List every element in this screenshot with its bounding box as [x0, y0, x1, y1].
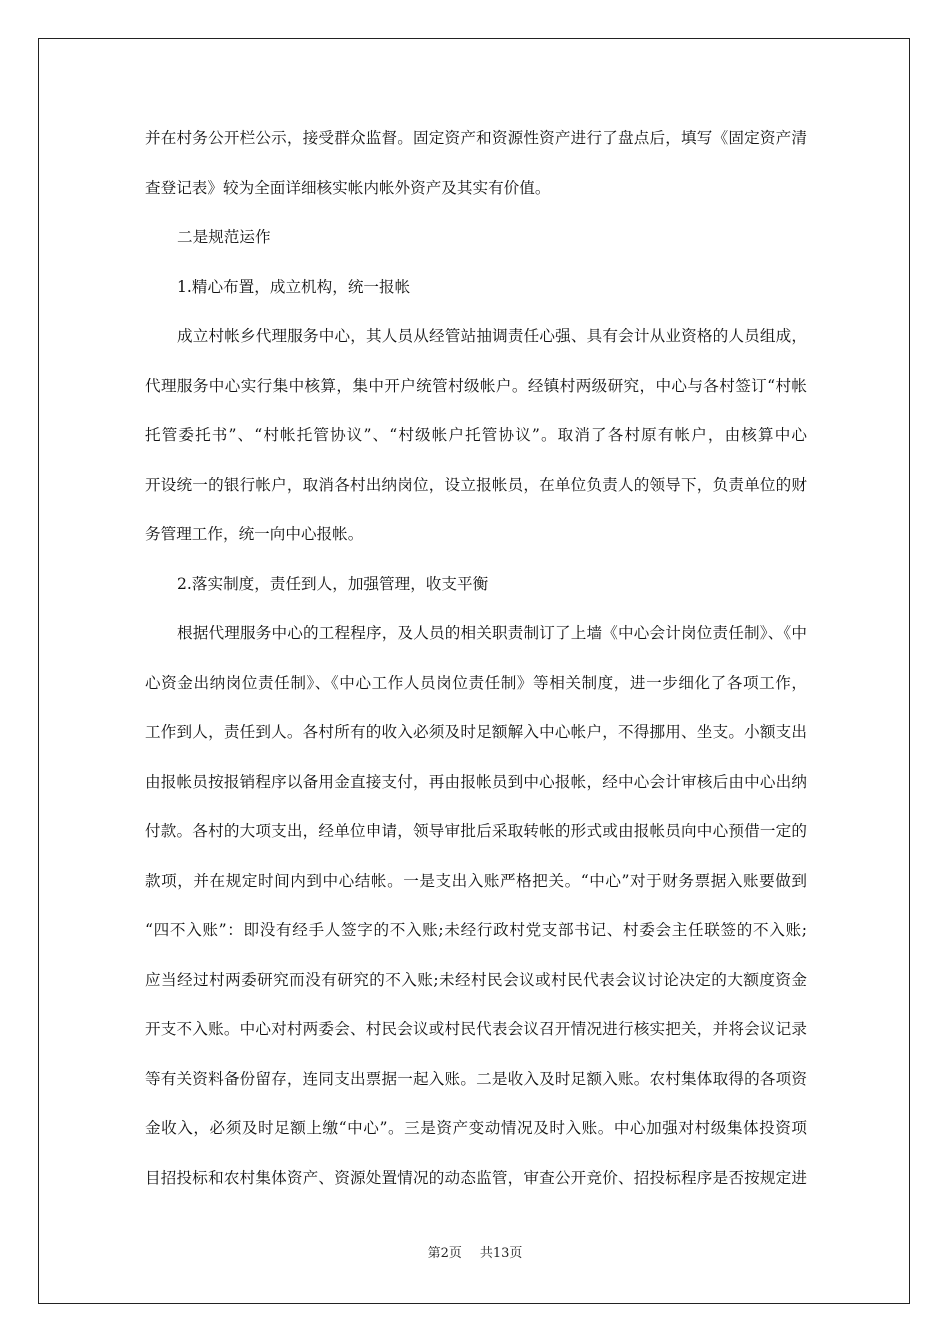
- text-line: 开设统一的银行帐户，取消各村出纳岗位，设立报帐员，在单位负责人的领导下，负责单位的财: [145, 475, 807, 494]
- subsection-heading: 2.落实制度，责任到人，加强管理，收支平衡: [177, 574, 489, 593]
- text-line: 付款。各村的大项支出，经单位申请，领导审批后采取转帐的形式或由报帐员向中心预借一定的: [145, 822, 807, 840]
- text-line: 等有关资料备份留存，连同支出票据一起入账。二是收入及时足额入账。农村集体取得的各项资: [145, 1069, 807, 1088]
- text-line: 开支不入账。中心对村两委会、村民会议或村民代表会议召开情况进行核实把关，并将会议记录: [145, 1020, 807, 1038]
- text-line: 应当经过村两委研究而没有研究的不入账;未经村民会议或村民代表会议讨论决定的大额度资金: [145, 970, 807, 989]
- text-line: 并在村务公开栏公示，接受群众监督。固定资产和资源性资产进行了盘点后，填写《固定资产清: [145, 129, 807, 147]
- text-line: 心资金出纳岗位责任制》、《中心工作人员岗位责任制》等相关制度，进一步细化了各项工作，: [145, 673, 807, 692]
- subsection-heading: 1.精心布置，成立机构，统一报帐: [177, 277, 411, 296]
- text-line: 根据代理服务中心的工程程序，及人员的相关职责制订了上墙《中心会计岗位责任制》、《中: [177, 624, 807, 642]
- text-line: 金收入，必须及时足额上缴“中心”。三是资产变动情况及时入账。中心加强对村级集体投资项: [145, 1119, 807, 1137]
- text-line: 目招投标和农村集体资产、资源处置情况的动态监管，审查公开竞价、招投标程序是否按规定进: [145, 1168, 807, 1187]
- text-line: 工作到人，责任到人。各村所有的收入必须及时足额解入中心帐户，不得挪用、坐支。小额支出: [145, 723, 807, 741]
- page-footer: [0, 1242, 950, 1261]
- text-line: 托管委托书”、“村帐托管协议”、“村级帐户托管协议”。取消了各村原有帐户，由核算中心: [145, 426, 807, 444]
- text-line: 代理服务中心实行集中核算，集中开户统管村级帐户。经镇村两级研究，中心与各村签订“村帐: [145, 376, 807, 395]
- text-line: 由报帐员按报销程序以备用金直接支付，再由报帐员到中心报帐，经中心会计审核后由中心出纳: [145, 772, 807, 791]
- text-line: 务管理工作，统一向中心报帐。: [145, 525, 364, 543]
- text-line: 成立村帐乡代理服务中心，其人员从经管站抽调责任心强、具有会计从业资格的人员组成，: [177, 327, 807, 345]
- page-total: 共13页: [479, 1246, 523, 1261]
- text-line: 款项，并在规定时间内到中心结帐。一是支出入账严格把关。“中心”对于财务票据入账要做到: [145, 871, 807, 890]
- text-line: “四不入账”：即没有经手人签字的不入账;未经行政村党支部书记、村委会主任联签的不入账;: [145, 921, 807, 939]
- text-line: 查登记表》较为全面详细核实帐内帐外资产及其实有价值。: [145, 178, 551, 197]
- page-number: 第2页: [427, 1246, 462, 1261]
- section-heading: 二是规范运作: [177, 228, 271, 246]
- document-body: [145, 123, 807, 1212]
